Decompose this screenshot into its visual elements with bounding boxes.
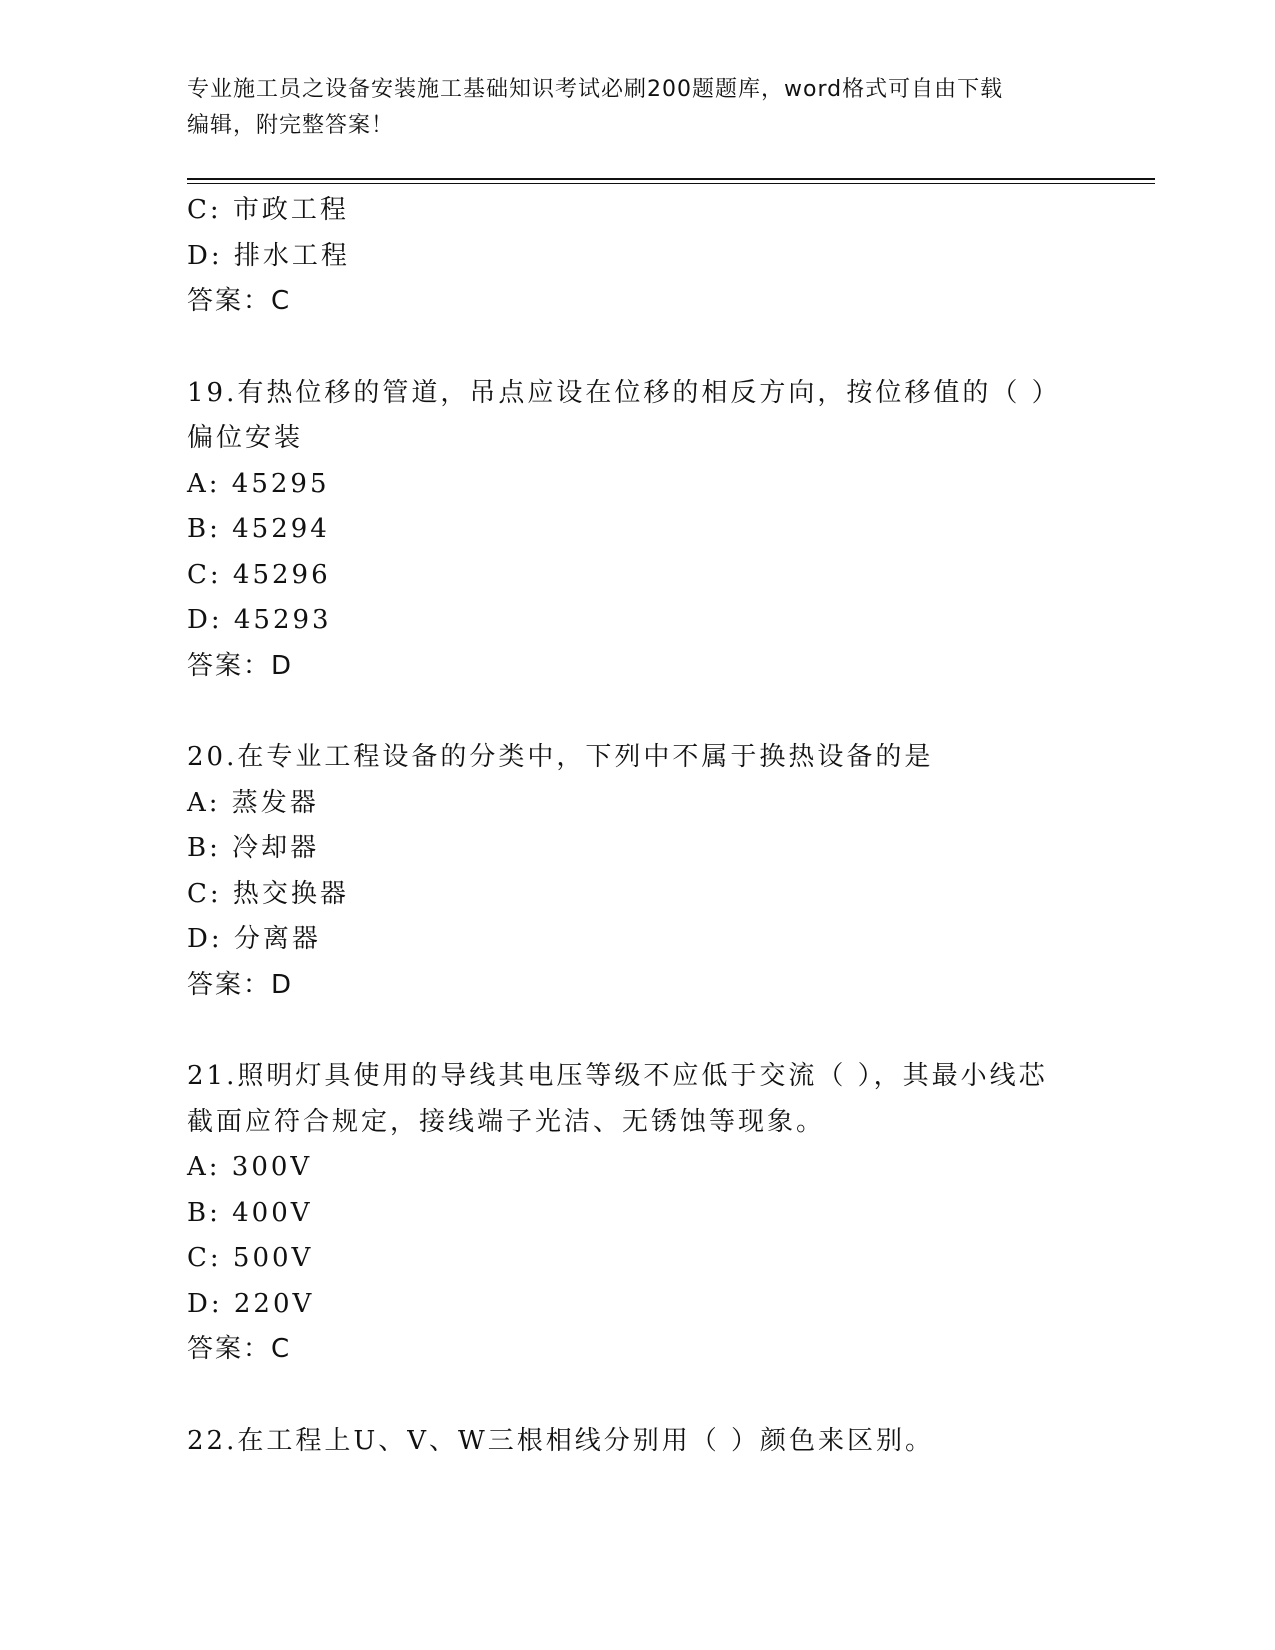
question-block-21: [187, 1054, 1087, 1373]
answer-line: 答案：D: [187, 969, 294, 1000]
header-divider-thin: [187, 183, 1155, 184]
option-d: D: 排水工程: [187, 240, 350, 271]
question-block-19: [187, 371, 1087, 690]
spacer: [187, 325, 1087, 371]
option-c: C: 500V: [187, 1243, 314, 1273]
question-list: [187, 188, 1087, 1464]
spacer: [187, 1373, 1087, 1419]
spacer: [187, 1008, 1087, 1054]
question-block-20: [187, 735, 1087, 1008]
question-stem: 21.照明灯具使用的导线其电压等级不应低于交流（ ），其最小线芯: [187, 1061, 1048, 1091]
header-divider-thick: [187, 178, 1155, 180]
question-stem-continued: 截面应符合规定，接线端子光洁、无锈蚀等现象。: [187, 1106, 826, 1137]
option-a: A: 蒸发器: [187, 787, 319, 818]
option-b: B: 45294: [187, 514, 330, 544]
question-block-prev: [187, 188, 1087, 325]
answer-line: 答案：D: [187, 650, 294, 681]
question-block-22: [187, 1419, 1087, 1465]
option-d: D: 45293: [187, 605, 332, 635]
answer-line: 答案：C: [187, 1334, 292, 1364]
option-b: B: 400V: [187, 1197, 313, 1228]
option-d: D: 分离器: [187, 924, 321, 954]
question-stem: 20.在专业工程设备的分类中，下列中不属于换热设备的是: [187, 742, 934, 772]
option-a: A: 45295: [187, 468, 330, 499]
question-stem: 19.有热位移的管道，吊点应设在位移的相反方向，按位移值的（ ）: [187, 377, 1061, 408]
header-line-2: 编辑，附完整答案！: [187, 113, 395, 138]
header-line-1: 专业施工员之设备安装施工基础知识考试必刷200题题库，word格式可自由下载: [187, 77, 1004, 102]
answer-line: 答案：C: [187, 286, 292, 316]
option-c: C: 市政工程: [187, 195, 349, 225]
spacer: [187, 689, 1087, 735]
option-c: C: 45296: [187, 559, 331, 590]
option-d: D: 220V: [187, 1288, 315, 1319]
option-b: B: 冷却器: [187, 833, 320, 863]
document-header: [187, 72, 1087, 144]
option-c: C: 热交换器: [187, 878, 349, 909]
option-a: A: 300V: [187, 1152, 313, 1182]
question-stem: 22.在工程上U、V、W三根相线分别用（ ）颜色来区别。: [187, 1425, 935, 1456]
question-stem-continued: 偏位安装: [187, 423, 304, 453]
